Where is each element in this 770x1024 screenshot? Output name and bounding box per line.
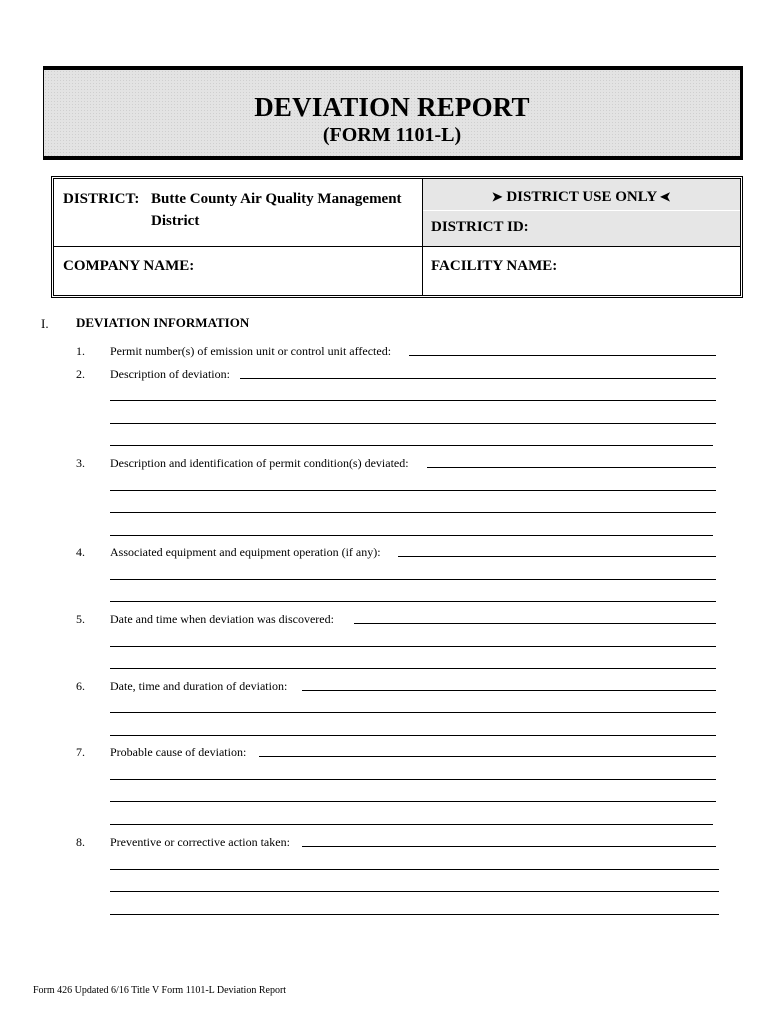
answer-line-description[interactable]: [110, 445, 713, 446]
district-value-continued: District: [151, 213, 200, 229]
item-corrective-action: [110, 835, 290, 850]
item-label: Probable cause of deviation:: [110, 745, 247, 759]
answer-line-equipment[interactable]: [398, 556, 716, 557]
form-title: DEVIATION REPORT: [254, 92, 530, 122]
item-description-of-deviation: [110, 367, 230, 382]
item-label: Description of deviation:: [110, 367, 230, 381]
answer-line-corrective-action[interactable]: [110, 891, 719, 892]
item-associated-equipment: [110, 545, 381, 560]
answer-line-permit-conditions[interactable]: [110, 535, 713, 536]
item-permit-numbers: [110, 344, 391, 359]
answer-line-corrective-action[interactable]: [110, 869, 719, 870]
answer-line-permit-numbers[interactable]: [409, 355, 716, 356]
item-number: 1.: [76, 344, 85, 358]
answer-line-duration[interactable]: [302, 690, 716, 691]
item-label: Associated equipment and equipment operation (if any):: [110, 545, 381, 559]
arrow-right-icon: ➤: [491, 189, 503, 204]
answer-line-probable-cause[interactable]: [110, 824, 713, 825]
answer-line-equipment[interactable]: [110, 601, 716, 602]
section-title: DEVIATION INFORMATION: [76, 315, 250, 330]
page-footer: Form 426 Updated 6/16 Title V Form 1101-L Deviation Report: [33, 985, 287, 996]
facility-name-field[interactable]: FACILITY NAME:: [431, 258, 558, 274]
answer-line-probable-cause[interactable]: [110, 779, 716, 780]
district-use-only-label: DISTRICT USE ONLY: [506, 189, 657, 205]
answer-line-equipment[interactable]: [110, 579, 716, 580]
answer-line-duration[interactable]: [110, 712, 716, 713]
form-number: (FORM 1101-L): [322, 124, 462, 146]
answer-line-probable-cause[interactable]: [259, 756, 716, 757]
item-date-discovered: [110, 612, 334, 627]
item-label: Description and identification of permit condition(s) deviated:: [110, 456, 409, 470]
item-label: Date, time and duration of deviation:: [110, 679, 288, 693]
answer-line-corrective-action[interactable]: [110, 914, 719, 915]
item-probable-cause: [110, 745, 246, 760]
item-label: Date and time when deviation was discovered:: [110, 612, 334, 626]
item-number: 7.: [76, 745, 85, 759]
answer-line-description[interactable]: [110, 423, 716, 424]
item-duration: [110, 679, 287, 694]
answer-line-duration[interactable]: [110, 735, 716, 736]
district-use-divider: [423, 210, 740, 211]
item-number: 6.: [76, 679, 85, 693]
district-value: Butte County Air Quality Management: [151, 191, 402, 207]
answer-line-permit-conditions[interactable]: [110, 490, 716, 491]
item-label: Preventive or corrective action taken:: [110, 835, 290, 849]
form-header: [43, 66, 743, 160]
item-number: 5.: [76, 612, 85, 626]
item-number: 8.: [76, 835, 85, 849]
answer-line-probable-cause[interactable]: [110, 801, 716, 802]
answer-line-description[interactable]: [110, 400, 716, 401]
answer-line-corrective-action[interactable]: [302, 846, 716, 847]
district-info-table: [51, 176, 743, 298]
district-use-only-heading: [423, 189, 740, 206]
item-number: 3.: [76, 456, 85, 470]
table-divider-horizontal: [54, 246, 740, 247]
item-label: Permit number(s) of emission unit or control unit affected:: [110, 344, 392, 358]
answer-line-description[interactable]: [240, 378, 716, 379]
section-number: I.: [41, 316, 49, 331]
answer-line-permit-conditions[interactable]: [110, 512, 716, 513]
answer-line-date-discovered[interactable]: [110, 646, 716, 647]
answer-line-date-discovered[interactable]: [110, 668, 716, 669]
district-id-field[interactable]: DISTRICT ID:: [431, 219, 529, 235]
item-number: 4.: [76, 545, 85, 559]
answer-line-permit-conditions[interactable]: [427, 467, 716, 468]
company-name-field[interactable]: COMPANY NAME:: [63, 258, 195, 274]
answer-line-date-discovered[interactable]: [354, 623, 716, 624]
district-label: DISTRICT:: [63, 191, 140, 207]
arrow-left-icon: ➤: [660, 189, 672, 204]
item-permit-conditions: [110, 456, 409, 471]
item-number: 2.: [76, 367, 85, 381]
